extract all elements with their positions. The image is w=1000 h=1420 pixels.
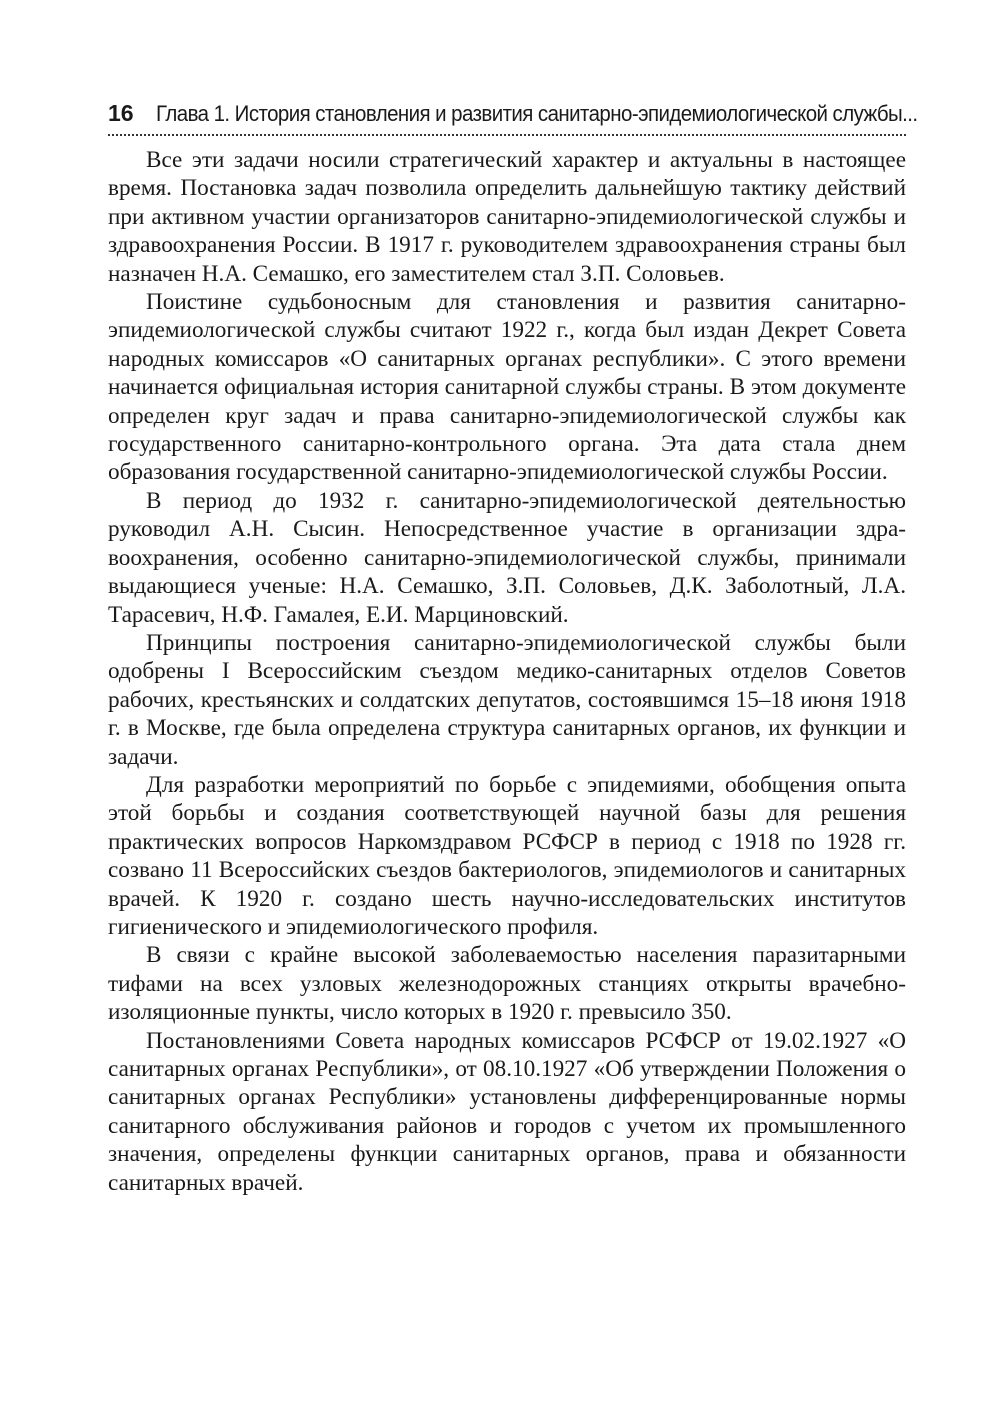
running-head [108, 100, 918, 136]
page-number: 16 [108, 100, 134, 126]
paragraph: В связи с крайне высокой заболеваемостью населения паразитарными тифами на всех узловых железнодорожных станциях открыты врачебно-изоляционные пункты, число которых в 1920 г. превысило 350. [108, 942, 906, 1026]
paragraph: Поистине судьбоносным для становления и развития санитарно-эпидемиологической службы считают 1922 г., когда был издан Декрет Совета народных комиссаров «О санитарных органах республики». С этого времени начинается официальная история санитарной службы страны. В этом документе определен круг задач и права санитарно-эпидемиологической службы как государственного санитарно-контрольного органа. Эта дата стала днем образования государственной санитарно-эпидемиологической службы России. [108, 289, 906, 486]
paragraph: Принципы построения санитарно-эпидемиологической службы были одобрены I Всероссийским съездом медико-санитарных отделов Советов рабочих, крестьянских и солдатских депутатов, состоявшимся 15–18 июня 1918 г. в Москве, где была определена структура санитарных органов, их функции и задачи. [108, 629, 906, 770]
header-dotted-rule [108, 134, 906, 136]
chapter-title: Глава 1. История становления и развития санитарно-эпидемиологической службы... [155, 101, 918, 126]
paragraph: В период до 1932 г. санитарно-эпидемиологической деятельностью руководил А.Н. Сысин. Непосредственное участие в организации здравоохранения, особенно санитарно-эпидемиологической службы, принимали выдающиеся ученые: Н.А. Семашко, З.П. Соловьев, Д.К. Заболотный, Л.А. Тарасевич, Н.Ф. Гамалея, Е.И. Марциновский. [108, 487, 906, 628]
paragraph: Все эти задачи носили стратегический характер и актуальны в настоящее время. Постановка задач позволила определить дальнейшую тактику действий при активном участии организаторов санитарно-эпидемиологической службы и здравоохранения России. В 1917 г. руководителем здравоохранения страны был назначен Н.А. Семашко, его заместителем стал З.П. Соловьев. [108, 147, 906, 287]
paragraph: Для разработки мероприятий по борьбе с эпидемиями, обобщения опыта этой борьбы и создания соответствующей научной базы для решения практических вопросов Наркомздравом РСФСР в период с 1918 по 1928 гг. созвано 11 Всероссийских съездов бактериологов, эпидемиологов и санитарных врачей. К 1920 г. создано шесть научно-исследовательских институтов гигиенического и эпидемиологического профиля. [108, 771, 906, 940]
body-text [108, 146, 906, 1197]
paragraph: Постановлениями Совета народных комиссаров РСФСР от 19.02.1927 «О санитарных органах Республики», от 08.10.1927 «Об утверждении Положения о санитарных органах Республики» установлены дифференцированные нормы санитарного обслуживания районов и городов с учетом их промышленного значения, определены функции санитарных органов, права и обязанности санитарных врачей. [108, 1027, 906, 1196]
